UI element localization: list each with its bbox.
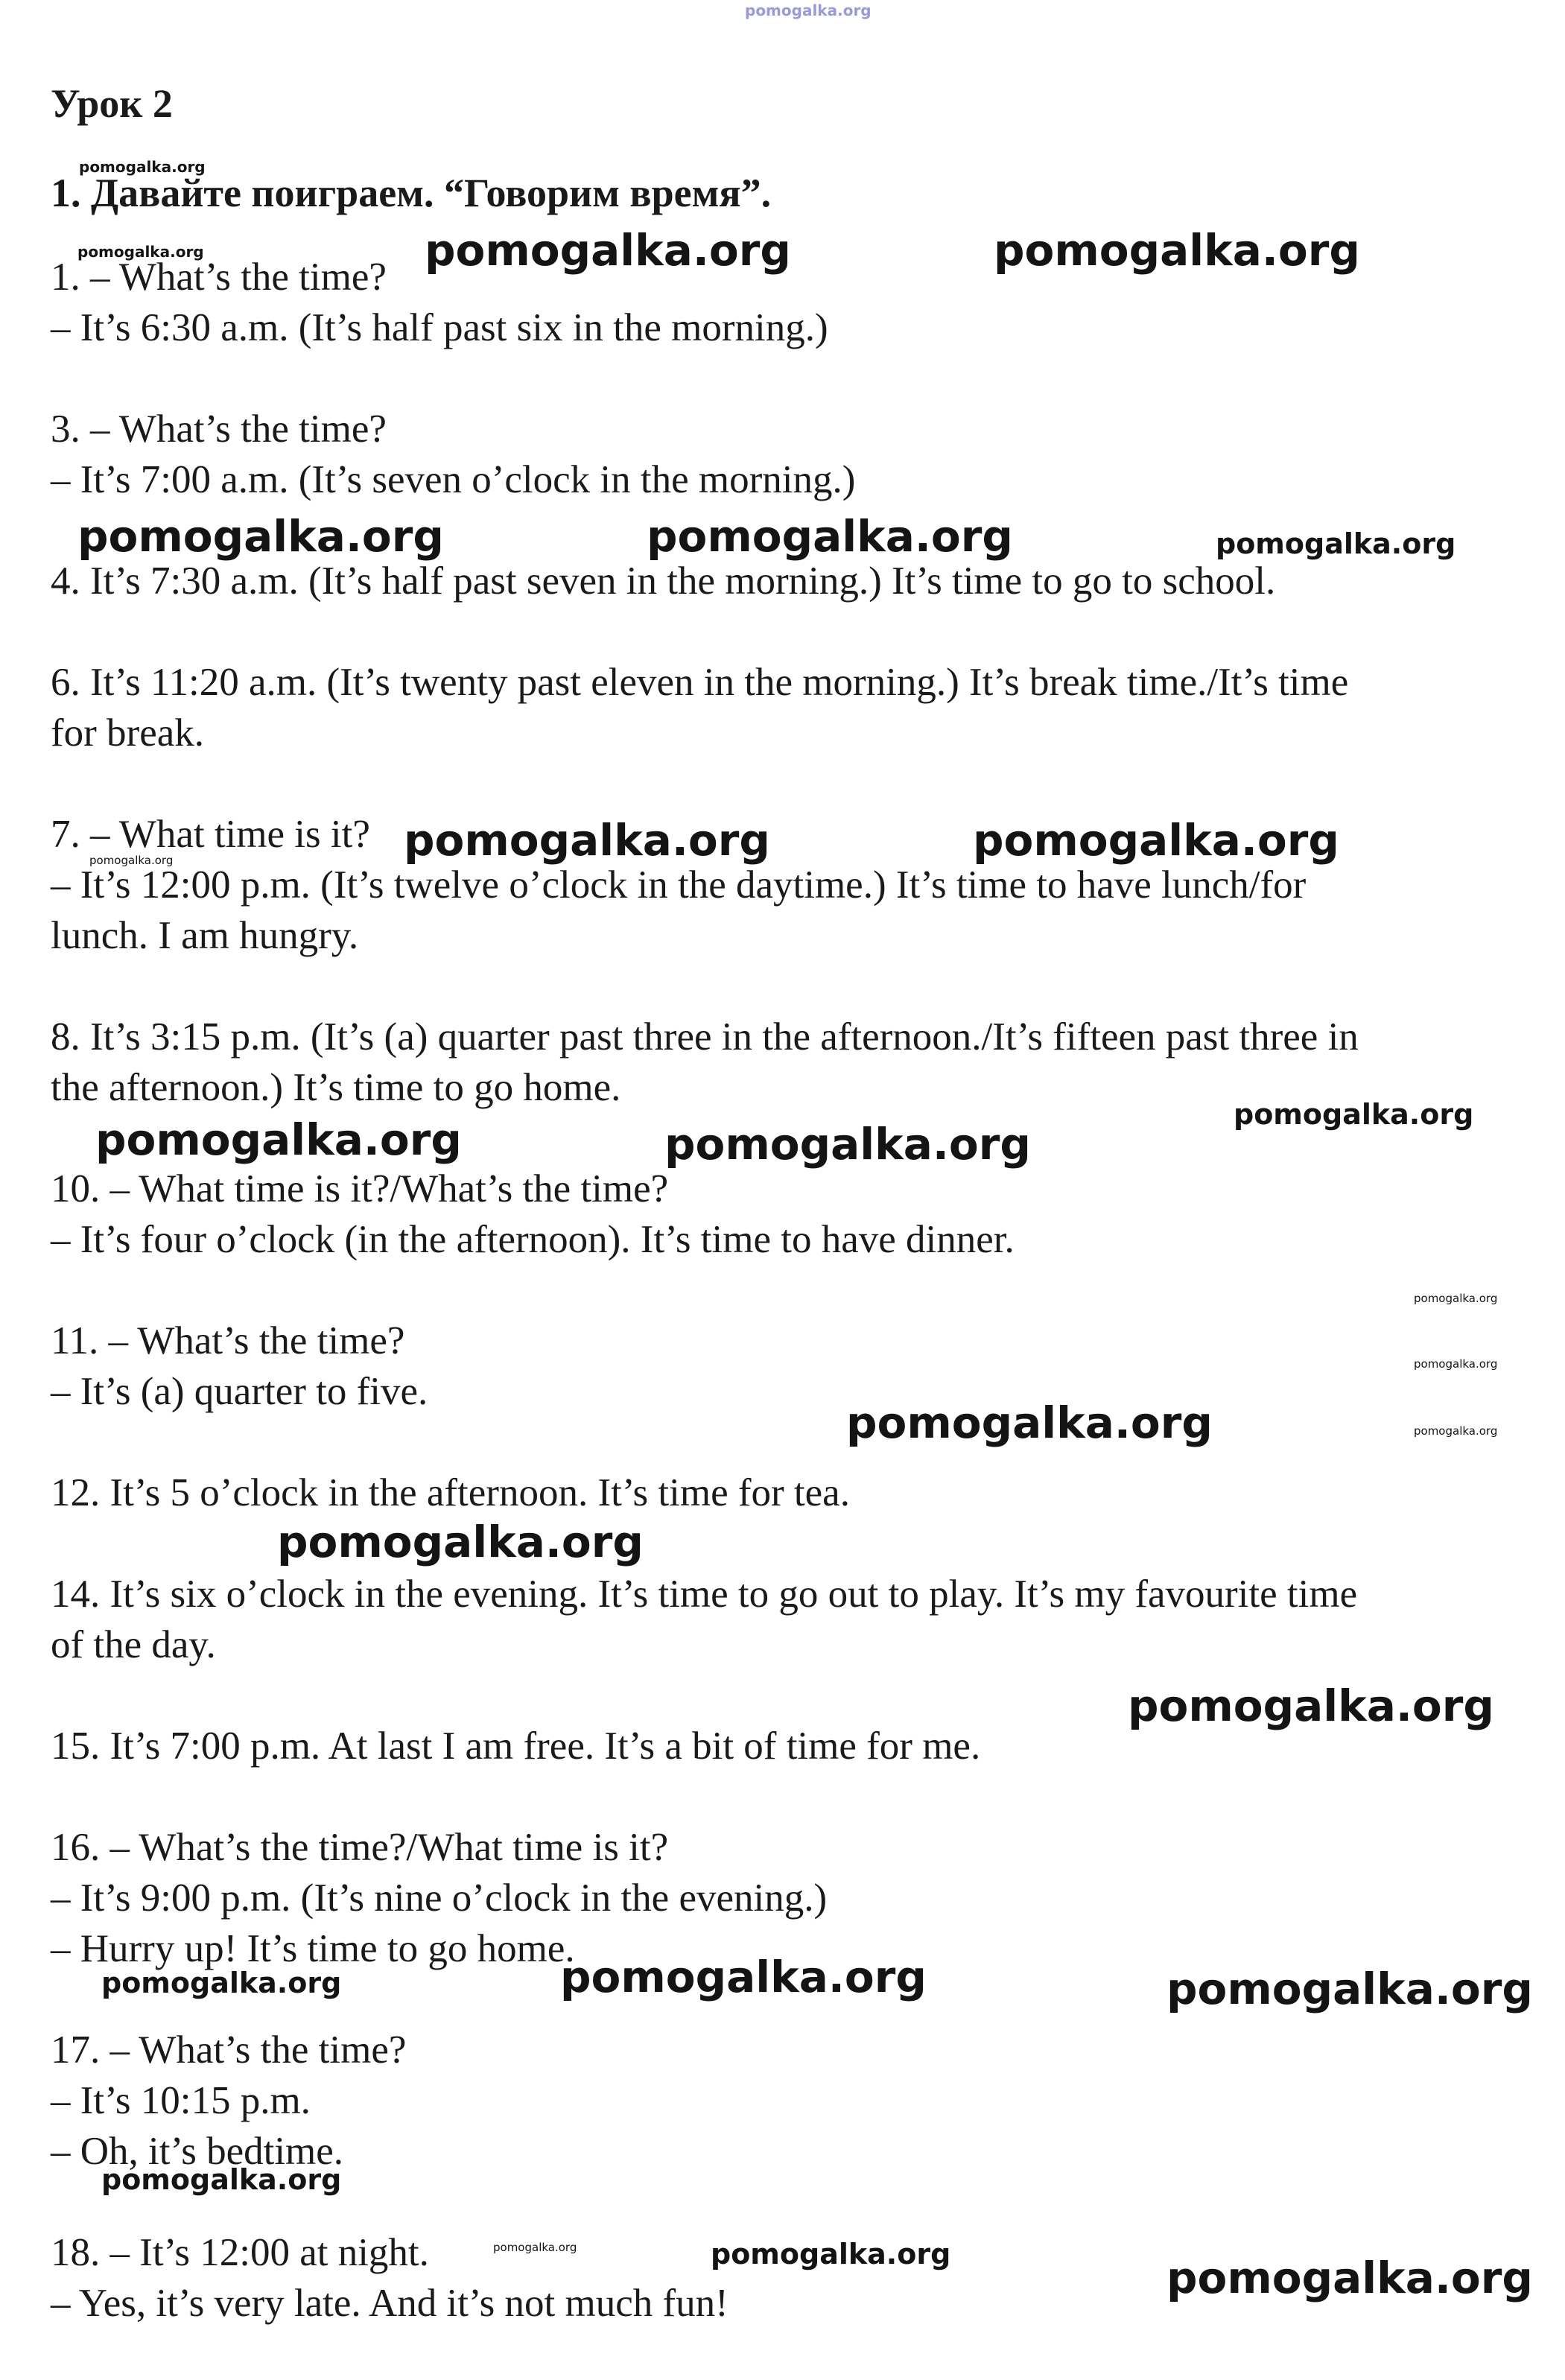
- watermark: pomogalka.org: [560, 1952, 927, 2002]
- watermark: pomogalka.org: [711, 2238, 951, 2270]
- watermark: pomogalka.org: [101, 1967, 342, 1999]
- watermark: pomogalka.org: [95, 1114, 462, 1165]
- text-line: of the day.: [51, 1623, 216, 1666]
- watermark: pomogalka.org: [1234, 1098, 1474, 1131]
- watermark: pomogalka.org: [89, 854, 174, 867]
- watermark: pomogalka.org: [1414, 1357, 1498, 1371]
- text-line: 7. – What time is it?: [51, 813, 370, 856]
- text-line: 6. It’s 11:20 a.m. (It’s twenty past eleven in the morning.) It’s break time./It’s time: [51, 661, 1349, 704]
- lesson-title: Урок 2: [51, 81, 173, 126]
- text-line: 3. – What’s the time?: [51, 407, 387, 451]
- text-line: – It’s four o’clock (in the afternoon). It’s time to have dinner.: [51, 1218, 1015, 1261]
- text-line: – Hurry up! It’s time to go home.: [51, 1927, 575, 1970]
- watermark: pomogalka.org: [77, 243, 204, 261]
- text-line: 12. It’s 5 o’clock in the afternoon. It’s time for tea.: [51, 1471, 850, 1514]
- watermark: pomogalka.org: [493, 2241, 577, 2254]
- text-line: 16. – What’s the time?/What time is it?: [51, 1826, 669, 1869]
- text-line: 11. – What’s the time?: [51, 1319, 405, 1362]
- text-line: 8. It’s 3:15 p.m. (It’s (a) quarter past three in the afternoon./It’s fifteen past three in: [51, 1015, 1359, 1059]
- watermark: pomogalka.org: [994, 225, 1360, 276]
- text-line: the afternoon.) It’s time to go home.: [51, 1066, 621, 1109]
- text-line: 18. – It’s 12:00 at night.: [51, 2231, 429, 2274]
- watermark: pomogalka.org: [277, 1517, 644, 1567]
- text-line: – It’s (a) quarter to five.: [51, 1370, 428, 1413]
- watermark: pomogalka.org: [1166, 1964, 1533, 2014]
- text-line: lunch. I am hungry.: [51, 914, 359, 957]
- text-line: 17. – What’s the time?: [51, 2028, 407, 2072]
- header-watermark: pomogalka.org: [745, 1, 872, 19]
- watermark: pomogalka.org: [973, 815, 1339, 866]
- watermark: pomogalka.org: [425, 225, 791, 276]
- watermark: pomogalka.org: [77, 511, 444, 562]
- text-line: – It’s 12:00 p.m. (It’s twelve o’clock in the daytime.) It’s time to have lunch/for: [51, 863, 1307, 907]
- watermark: pomogalka.org: [1166, 2253, 1533, 2303]
- watermark: pomogalka.org: [1216, 527, 1456, 560]
- text-line: – It’s 6:30 a.m. (It’s half past six in the morning.): [51, 306, 828, 349]
- watermark: pomogalka.org: [846, 1397, 1213, 1448]
- text-line: – Oh, it’s bedtime.: [51, 2130, 344, 2173]
- watermark: pomogalka.org: [1414, 1424, 1498, 1438]
- watermark: pomogalka.org: [404, 815, 770, 866]
- text-line: 14. It’s six o’clock in the evening. It’s time to go out to play. It’s my favourite time: [51, 1573, 1358, 1616]
- text-line: – It’s 7:00 a.m. (It’s seven o’clock in the morning.): [51, 458, 856, 501]
- text-line: – It’s 10:15 p.m.: [51, 2079, 311, 2122]
- watermark: pomogalka.org: [79, 158, 206, 176]
- text-line: 4. It’s 7:30 a.m. (It’s half past seven in the morning.) It’s time to go to school.: [51, 559, 1276, 603]
- text-line: – Yes, it’s very late. And it’s not much fun!: [51, 2282, 728, 2325]
- text-line: – It’s 9:00 p.m. (It’s nine o’clock in the evening.): [51, 1876, 828, 1920]
- text-line: for break.: [51, 711, 204, 755]
- watermark: pomogalka.org: [1128, 1681, 1494, 1731]
- text-line: 1. – What’s the time?: [51, 256, 387, 299]
- task-title: 1. Давайте поиграем. “Говорим время”.: [51, 171, 772, 215]
- watermark: pomogalka.org: [647, 511, 1013, 562]
- text-line: 10. – What time is it?/What’s the time?: [51, 1167, 669, 1210]
- text-line: 15. It’s 7:00 p.m. At last I am free. It’s a bit of time for me.: [51, 1724, 981, 1768]
- watermark: pomogalka.org: [1414, 1292, 1498, 1305]
- watermark: pomogalka.org: [101, 2163, 342, 2196]
- watermark: pomogalka.org: [664, 1119, 1031, 1170]
